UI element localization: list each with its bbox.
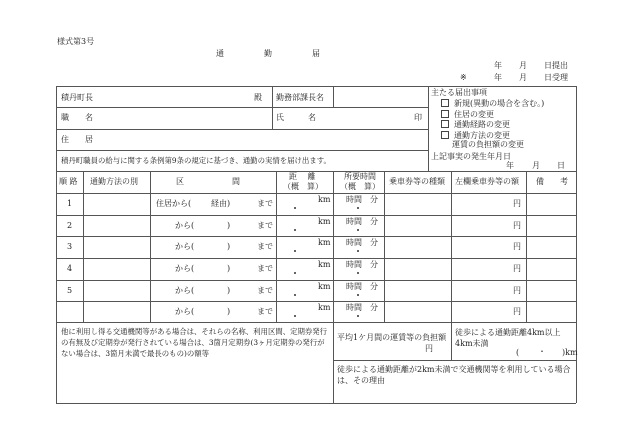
monthly-fare-unit: 円 — [425, 344, 433, 353]
section-from: から( — [175, 264, 195, 273]
section-to: まで — [257, 221, 273, 230]
distance-unit: km — [318, 260, 331, 269]
section-to: まで — [257, 307, 273, 316]
section-via: ) — [227, 286, 231, 295]
row-number: 1 — [67, 199, 73, 208]
decimal-dot — [357, 272, 359, 274]
matters-title: 主たる届出事項 — [431, 88, 487, 97]
row-number: 4 — [67, 264, 73, 273]
submit-month: 月 — [519, 61, 527, 70]
section-to: まで — [257, 242, 273, 251]
matter-item — [452, 141, 524, 149]
time-value: 時間 分 — [346, 238, 378, 247]
section-from: から( — [175, 307, 195, 316]
col-route: 順 路 — [59, 177, 78, 186]
decimal-dot — [357, 315, 359, 317]
col-ticket-amount: 左欄乗車券等の額 — [455, 177, 519, 186]
fare-unit: 円 — [513, 242, 521, 251]
section-from: 住居から( — [156, 199, 192, 208]
decimal-dot — [357, 207, 359, 209]
distance-unit: km — [318, 303, 331, 312]
distance-unit: km — [318, 195, 331, 204]
decimal-dot — [294, 207, 296, 209]
col-remarks: 備 考 — [536, 177, 568, 186]
walking-paren-open: ( — [516, 348, 520, 357]
declaration-text: 積丹町職員の給与に関する条例第9条の規定に基づき、通勤の実情を届け出ます。 — [61, 156, 331, 165]
section-from: から( — [175, 221, 195, 230]
occurrence-month: 月 — [532, 161, 540, 170]
fare-unit: 円 — [513, 286, 521, 295]
distance-unit: km — [318, 238, 331, 247]
decimal-dot — [294, 250, 296, 252]
occurrence-year: 年 — [506, 161, 514, 170]
fare-unit: 円 — [513, 307, 521, 316]
matter-item[interactable] — [441, 120, 510, 129]
monthly-fare-label: 平均1ケ月間の運賃等の負担額 — [337, 333, 447, 342]
walking-unit: )km — [562, 348, 578, 357]
matter-item-label: 通勤経路の変更 — [454, 120, 510, 129]
matter-item-label: 新規(異動の場合を含む。) — [454, 99, 545, 108]
name-label: 氏 名 — [276, 113, 316, 122]
address-label: 住 居 — [61, 135, 93, 144]
reason-label: 徒歩による通勤距離が2km未満で交通機関等を利用している場合は、その理由 — [337, 365, 571, 385]
other-transport-text: 他に利用し得る交通機関等がある場合は、それらの名称、利用区間、定期券発行の有無及び定期券が発行されている場合は、3箇月定期券(3ヶ月定期券の発行がない場合は、3箇月未満で最長のもの)の額等 — [61, 327, 328, 358]
section-via: ) — [227, 307, 231, 316]
submit-year: 年 — [494, 61, 502, 70]
walking-dot: ・ — [538, 347, 546, 356]
matter-item[interactable] — [441, 99, 544, 108]
matter-item-label: 住居の変更 — [454, 109, 494, 119]
position-label: 職 名 — [61, 113, 93, 122]
receive-mark: ※ — [460, 73, 467, 82]
col-time: 所要時間 — [344, 172, 376, 181]
decimal-dot — [294, 315, 296, 317]
matter-item[interactable] — [441, 110, 494, 119]
row-number: 3 — [67, 242, 73, 251]
seal-mark: 印 — [414, 113, 422, 122]
receive-day: 日受理 — [544, 73, 568, 82]
time-value: 時間 分 — [346, 303, 378, 312]
occurrence-label: 上記事実の発生年月日 — [431, 152, 511, 161]
decimal-dot — [294, 294, 296, 296]
section-to: まで — [257, 286, 273, 295]
section-via: ) — [227, 242, 231, 251]
row-number: 2 — [67, 221, 73, 230]
col-distance-sub: （概 算） — [283, 182, 323, 191]
matter-item[interactable] — [441, 131, 510, 140]
decimal-dot — [294, 272, 296, 274]
form-title: 通 勤 届 — [216, 49, 320, 58]
row-number: 5 — [67, 286, 73, 295]
distance-unit: km — [318, 282, 331, 291]
distance-unit: km — [318, 217, 331, 226]
receive-month: 月 — [519, 73, 527, 82]
decimal-dot — [294, 229, 296, 231]
col-section: 区 間 — [176, 177, 240, 186]
section-from: から( — [175, 286, 195, 295]
time-value: 時間 分 — [346, 260, 378, 269]
col-time-sub: （概 算） — [340, 182, 380, 191]
decimal-dot — [357, 229, 359, 231]
time-value: 時間 分 — [346, 195, 378, 204]
checkbox[interactable] — [441, 120, 449, 128]
checkbox[interactable] — [441, 99, 449, 107]
honorific: 殿 — [254, 93, 262, 102]
matter-item-label: 通勤方法の変更 — [454, 130, 510, 140]
section-from: から( — [175, 242, 195, 251]
addressee: 積丹町長 — [61, 93, 93, 102]
occurrence-day: 日 — [557, 161, 565, 170]
checkbox[interactable] — [441, 131, 449, 139]
fare-unit: 円 — [513, 221, 521, 230]
receive-year: 年 — [494, 73, 502, 82]
time-value: 時間 分 — [346, 217, 378, 226]
col-distance: 距 離 — [289, 172, 316, 181]
checkbox[interactable] — [441, 110, 449, 118]
decimal-dot — [357, 250, 359, 252]
decimal-dot — [357, 294, 359, 296]
section-via: 経由) — [211, 199, 231, 208]
fare-unit: 円 — [513, 264, 521, 273]
submit-day: 日提出 — [544, 61, 568, 70]
workplace-head-label: 勤務部課長名 — [276, 93, 324, 102]
section-via: ) — [227, 264, 231, 273]
section-to: まで — [257, 199, 273, 208]
time-value: 時間 分 — [346, 282, 378, 291]
col-ticket-type: 乗車券等の種類 — [389, 177, 445, 186]
matter-item-label: 運賃の負担額の変更 — [452, 140, 524, 149]
col-method: 通勤方法の別 — [90, 177, 138, 186]
walking-label: 徒歩による通勤距離4km以上4km未満 — [455, 328, 561, 348]
fare-unit: 円 — [513, 199, 521, 208]
section-to: まで — [257, 264, 273, 273]
form-number: 様式第3号 — [57, 37, 95, 46]
section-via: ) — [227, 221, 231, 230]
